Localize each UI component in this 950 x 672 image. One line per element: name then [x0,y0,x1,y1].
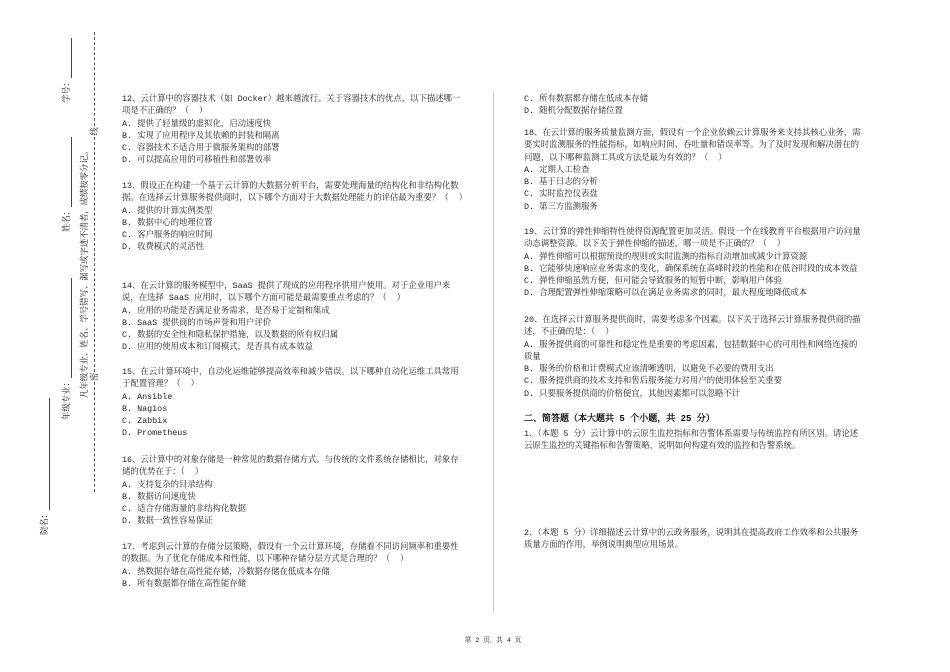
option-c: C. 适合存储海量的非结构化数据 [122,504,246,515]
name-field [62,137,72,232]
question-stem: 13、假设正在构建一个基于云计算的大数据分析平台，需要处理海量的结构化和非结构化数据。在选择云计算服务提供商时，以下哪个方面对于大数据处理能力的评估最为重要？（ ） [122,181,468,204]
college-field [40,398,50,535]
section-heading [524,413,864,426]
option-d: D. 合理配置弹性伸缩策略可以在满足业务需求的同时，最大程度地降低成本 [524,288,808,299]
college-underline [40,398,50,510]
right-column [524,0,864,672]
binding-notice: 凡年级专业、姓名、学号错写、漏写或字迹不清者，成绩按零分记。 [80,146,90,398]
major-label: 年级专业： [62,378,72,420]
option-b: B. 数据中心的地理位置 [122,217,213,228]
short-answer-heading: 二、简答题（本大题共 5 个小题，共 25 分） [524,414,715,424]
option-c: C. Zabbix [122,416,168,427]
option-b: B. SaaS 提供商的市场声誉和用户评价 [122,317,272,328]
option-a: A. 弹性伸缩可以根据预设的规则或实时监测的指标自动增加或减少计算资源 [524,251,808,262]
option-a: A. Ansible [122,391,173,402]
option-c: C. 实时监控仪表盘 [524,189,598,200]
option-c: C. 所有数据都存储在低成本存储 [524,94,648,104]
question-15 [122,366,464,440]
question-19 [524,226,864,300]
question-16 [122,454,464,528]
column-divider [493,92,494,612]
option-d: D. 第三方监测服务 [524,201,598,212]
seal-char-mi: 密 [90,372,100,381]
option-a: A. 应用的功能是否满足业务需求，是否易于定制和集成 [122,305,330,316]
seal-line [90,32,100,492]
question-stem: 15、在云计算环境中，自动化运维能够提高效率和减少错误。以下哪种自动化运维工具常用于配置管理？（ ） [122,367,459,390]
seal-dash [94,32,95,126]
question-14 [122,280,464,354]
short-answer-question: 1、（本题 5 分）云计算中的云原生监控指标和告警体系需要与传统监控有所区别。请论述云原生监控的关键指标和告警策略，说明如何构建有效的监控和告警系统。 [524,429,859,452]
option-d: D. 可以提高应用的可移植性和部署效率 [122,155,272,166]
option-b: B. 数据访问速度快 [122,491,196,502]
question-17-continued [524,93,864,118]
option-a: A. 定期人工检查 [524,164,590,175]
option-c: C. 服务提供商的技术支持和售后服务能力对用户的使用体验至关重要 [524,376,782,387]
question-stem: 17、考虑到云计算的存储分层策略，假设有一个云计算环境，存储着不同访问频率和重要性的数据。为了优化存储成本和性能，以下哪种存储分层方式是合理的？（ ） [122,542,459,565]
question-stem: 19、云计算的弹性伸缩特性使得资源配置更加灵活。假设一个在线教育平台根据用户访问量动态调整资源。以下关于弹性伸缩的描述，哪一项是不正确的？（ ） [524,227,861,250]
college-label: 院名： [40,509,50,535]
name-label: 姓名： [62,206,72,232]
option-a: A. 支持复杂的目录结构 [122,479,213,490]
name-underline [62,137,72,207]
option-c: C. 弹性伸缩虽然方便，但可能会导致服务的短暂中断，影响用户体验 [524,276,782,287]
short-answer-2 [524,527,864,552]
option-c: C. 容器技术不适合用于微服务架构的部署 [122,143,280,154]
option-d: D. 应用的使用成本和订阅模式，是否具有成本效益 [122,342,313,353]
left-column [122,0,468,672]
question-12 [122,93,464,167]
major-underline [62,278,72,378]
option-c: C. 客户服务的响应时间 [122,230,213,241]
option-b: B. Nagios [122,403,168,414]
seal-dash [94,382,95,492]
option-b: B. 它能够快速响应业务需求的变化，确保系统在高峰时段的性能和在低谷时段的成本效益 [524,263,858,274]
question-20 [524,314,864,400]
option-a: A. 热数据存储在高性能存储，冷数据存储在低成本存储 [122,566,330,577]
question-stem: 12、云计算中的容器技术（如 Docker）越来越流行。关于容器技术的优点，以下描述哪一项是不正确的？（ ） [122,94,461,117]
option-d: D. 数据一致性容易保证 [122,516,213,527]
option-a: A. 提供了轻量级的虚拟化，启动速度快 [122,118,272,129]
student-id-label: 学号： [62,77,72,103]
option-d: D. 只要服务提供商的价格便宜，其他因素都可以忽略不计 [524,388,741,399]
question-17 [122,541,464,590]
short-answer-1 [524,428,864,453]
question-stem: 16、云计算中的对象存储是一种常见的数据存储方式。与传统的文件系统存储相比，对象存储的优势在于：（ ） [122,455,459,478]
question-18 [524,127,864,213]
option-b: B. 所有数据都存储在高性能存储 [122,578,246,589]
option-c: C. 数据的安全性和隐私保护措施，以及数据的所有权归属 [122,330,339,341]
student-id-underline [62,38,72,78]
question-stem: 14、在云计算的服务模型中，SaaS 提供了现成的应用程序供用户使用。对于企业用户来说，在选择 SaaS 应用时，以下哪个方面可能是最需要重点考虑的？（ ） [122,281,451,304]
seal-dash [94,137,95,372]
option-a: A. 提供的计算实例类型 [122,205,213,216]
question-13 [122,180,468,254]
option-b: B. 服务的价格和计费模式应该清晰透明，以避免不必要的费用支出 [524,364,774,375]
question-stem: 20、在选择云计算服务提供商时，需要考虑多个因素。以下关于选择云计算服务提供商的描述，不正确的是：（ ） [524,315,861,338]
seal-char-xian: 线 [90,127,100,136]
option-b: B. 实现了应用程序及其依赖的封装和隔离 [122,130,280,141]
option-d: D. 收费模式的灵活性 [122,242,205,253]
major-field [62,278,72,420]
option-b: B. 基于日志的分析 [524,177,598,188]
option-a: A. 服务提供商的可靠性和稳定性是重要的考虑因素，包括数据中心的可用性和网络连接的质量 [524,339,858,362]
page-footer: 第 2 页，共 4 页 [464,637,522,644]
question-stem: 18、在云计算的服务质量监测方面，假设有一个企业依赖云计算服务来支持其核心业务，需要实时监测服务的性能指标，如响应时间、吞吐量和错误率等。为了及时发现和解决潜在的问题，以下哪种监测工具或方法是最为有效的？（ ） [524,128,861,163]
short-answer-question: 2、（本题 5 分）详细描述云计算中的云政务服务，说明其在提高政府工作效率和公共服务质量方面的作用，举例说明典型应用场景。 [524,528,859,551]
option-d: D. Prometheus [122,428,188,439]
student-id-field [62,38,72,103]
option-d: D. 随机分配数据存储位置 [524,106,623,117]
